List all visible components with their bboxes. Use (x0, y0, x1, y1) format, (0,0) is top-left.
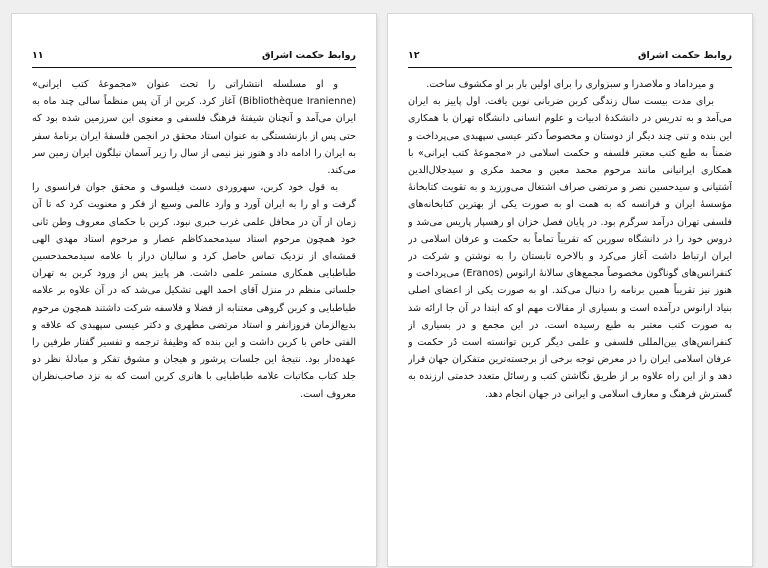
page-header (408, 50, 732, 64)
page-number: ۱۱ (32, 50, 44, 61)
book-page-right (388, 14, 752, 566)
page-number: ۱۲ (408, 50, 420, 61)
paragraph: و میرداماد و ملاصدرا و سبزواری را برای اولین بار بر او مکشوف ساخت. (426, 79, 714, 90)
header-rule (408, 67, 732, 68)
running-header-title: روابط حکمت اشراق (637, 50, 732, 61)
page-body (408, 76, 732, 552)
paragraph: به قول خود کربن، سهروردی دست فیلسوف و محقق جوان فرانسوی را گرفت و او را به ایران آورد و وارد عالمی وسیع از فکر و معنویت کرد که تا آن زمان از آن در محافل علمی غرب خبری نبود. کربن با حکمای معروف وطن ثانی خود همچون مرحوم استاد سیدمحمدکاظم عصار و مرحوم استاد مهدی الهی قمشه‌ای از نزدیک تماس حاصل کرد و سالیان دراز با علامه سیدمحمدحسین طباطبایی همکاری مستمر علمی داشت. هر پاییز پس از ورود کربن به تهران جلساتی منظم در منزل آقای احمد الهی تشکیل می‌شد که در آن علاوه بر علامه طباطبایی و کربن گروهی معتنابه از فضلا و فلاسفه شرکت داشتند همچون مرحوم بدیع‌الزمان فروزانفر و استاد مرتضی مطهری و دکتر عیسی سپهبدی که علاقه و الفتی خاص با کربن داشت و این بنده که وظیفهٔ ترجمه و تفسیر گفتار طرفین را عهده‌دار بود. نتیجهٔ این جلسات پرشور و هیجان و مشوق تفکر و مبادلهٔ نظر دو جلد کتاب مکاتبات علامه طباطبایی با هانری کربن است که به نزد صاحب‌نظران معروف است. (32, 182, 356, 400)
header-rule (32, 67, 356, 68)
page-header (32, 50, 356, 64)
paragraph: و او مسلسله انتشاراتی را تحت عنوان «مجموعهٔ کتب ایرانی» (Bibliothèque Iranienne) آغاز کرد. کربن از آن پس منظماً سالی چند ماه به ایران می‌آمد و آنچنان شیفتهٔ فرهنگ فلسفی و معنوی این سرزمین شده بود که حتی پس از بازنشستگی به عنوان استاد محقق در انجمن فلسفهٔ ایران برنامهٔ سفر به ایران را ادامه داد و هنوز نیز نیمی از سال را زیر آسمان نیلگون ایران زمین سر می‌کند. (32, 79, 356, 177)
book-page-left (12, 14, 376, 566)
running-header-title: روابط حکمت اشراق (261, 50, 356, 61)
page-body (32, 76, 356, 552)
paragraph: برای مدت بیست سال زندگی کربن ضربانی نوین یافت. اول پاییز به ایران می‌آمد و به تدریس در دانشکدهٔ ادبیات و علوم انسانی دانشگاه تهران با همکاری این بنده و تنی چند دیگر از دوستان و مخصوصاً دکتر عیسی سپهبدی می‌پرداخت و ضمناً به طبع کتب معتبر فلسفه و حکمت اسلامی در «مجموعهٔ کتب ایرانی» با همکاری ایرانیانی مانند مرحوم محمد معین و محمد مکری و سیدجلال‌الدین آشتیانی و سیدحسین نصر و مرتضی صراف اشتغال می‌ورزید و به تقویت کتابخانهٔ مؤسسهٔ ایران و فرانسه که به همت او به صورت یکی از بهترین کتابخانه‌های فلسفی تهران درآمد سرگرم بود. در پایان فصل خزان او رهسپار پاریس می‌شد و دروس خود را در دانشگاه سوربن که تقریباً تماماً به حکمت و عرفان اسلامی در ایران ارتباط داشت آغاز می‌کرد و بالاخره تابستان را به نوشتن و شرکت در کنفرانس‌های گوناگون مخصوصاً مجمع‌های سالانهٔ ارانوس (Eranos) می‌پرداخت و هنوز نیز تقریباً همین برنامه را دنبال می‌کند. او به صورت یکی از اعضای اصلی بنیاد ارانوس درآمده است و بسیاری از مقالات مهم او که ابتدا در آن جا ارائه شد به صورت کتب معتبر به طبع رسیده است. در این مجمع و در بسیاری از کنفرانس‌های بین‌المللی فلسفی و علمی دیگر کربن توانسته است دُر حکمت و عرفان اسلامی ایران را در معرض توجه برخی از برجسته‌ترین متفکران جهان قرار دهد و از این راه علاوه بر از طریق نگاشتن کتب و رسائل متعدد خدمتی ارزنده به گسترش فرهنگ و معارف اسلامی و ایرانی در جهان انجام دهد. (408, 96, 732, 400)
